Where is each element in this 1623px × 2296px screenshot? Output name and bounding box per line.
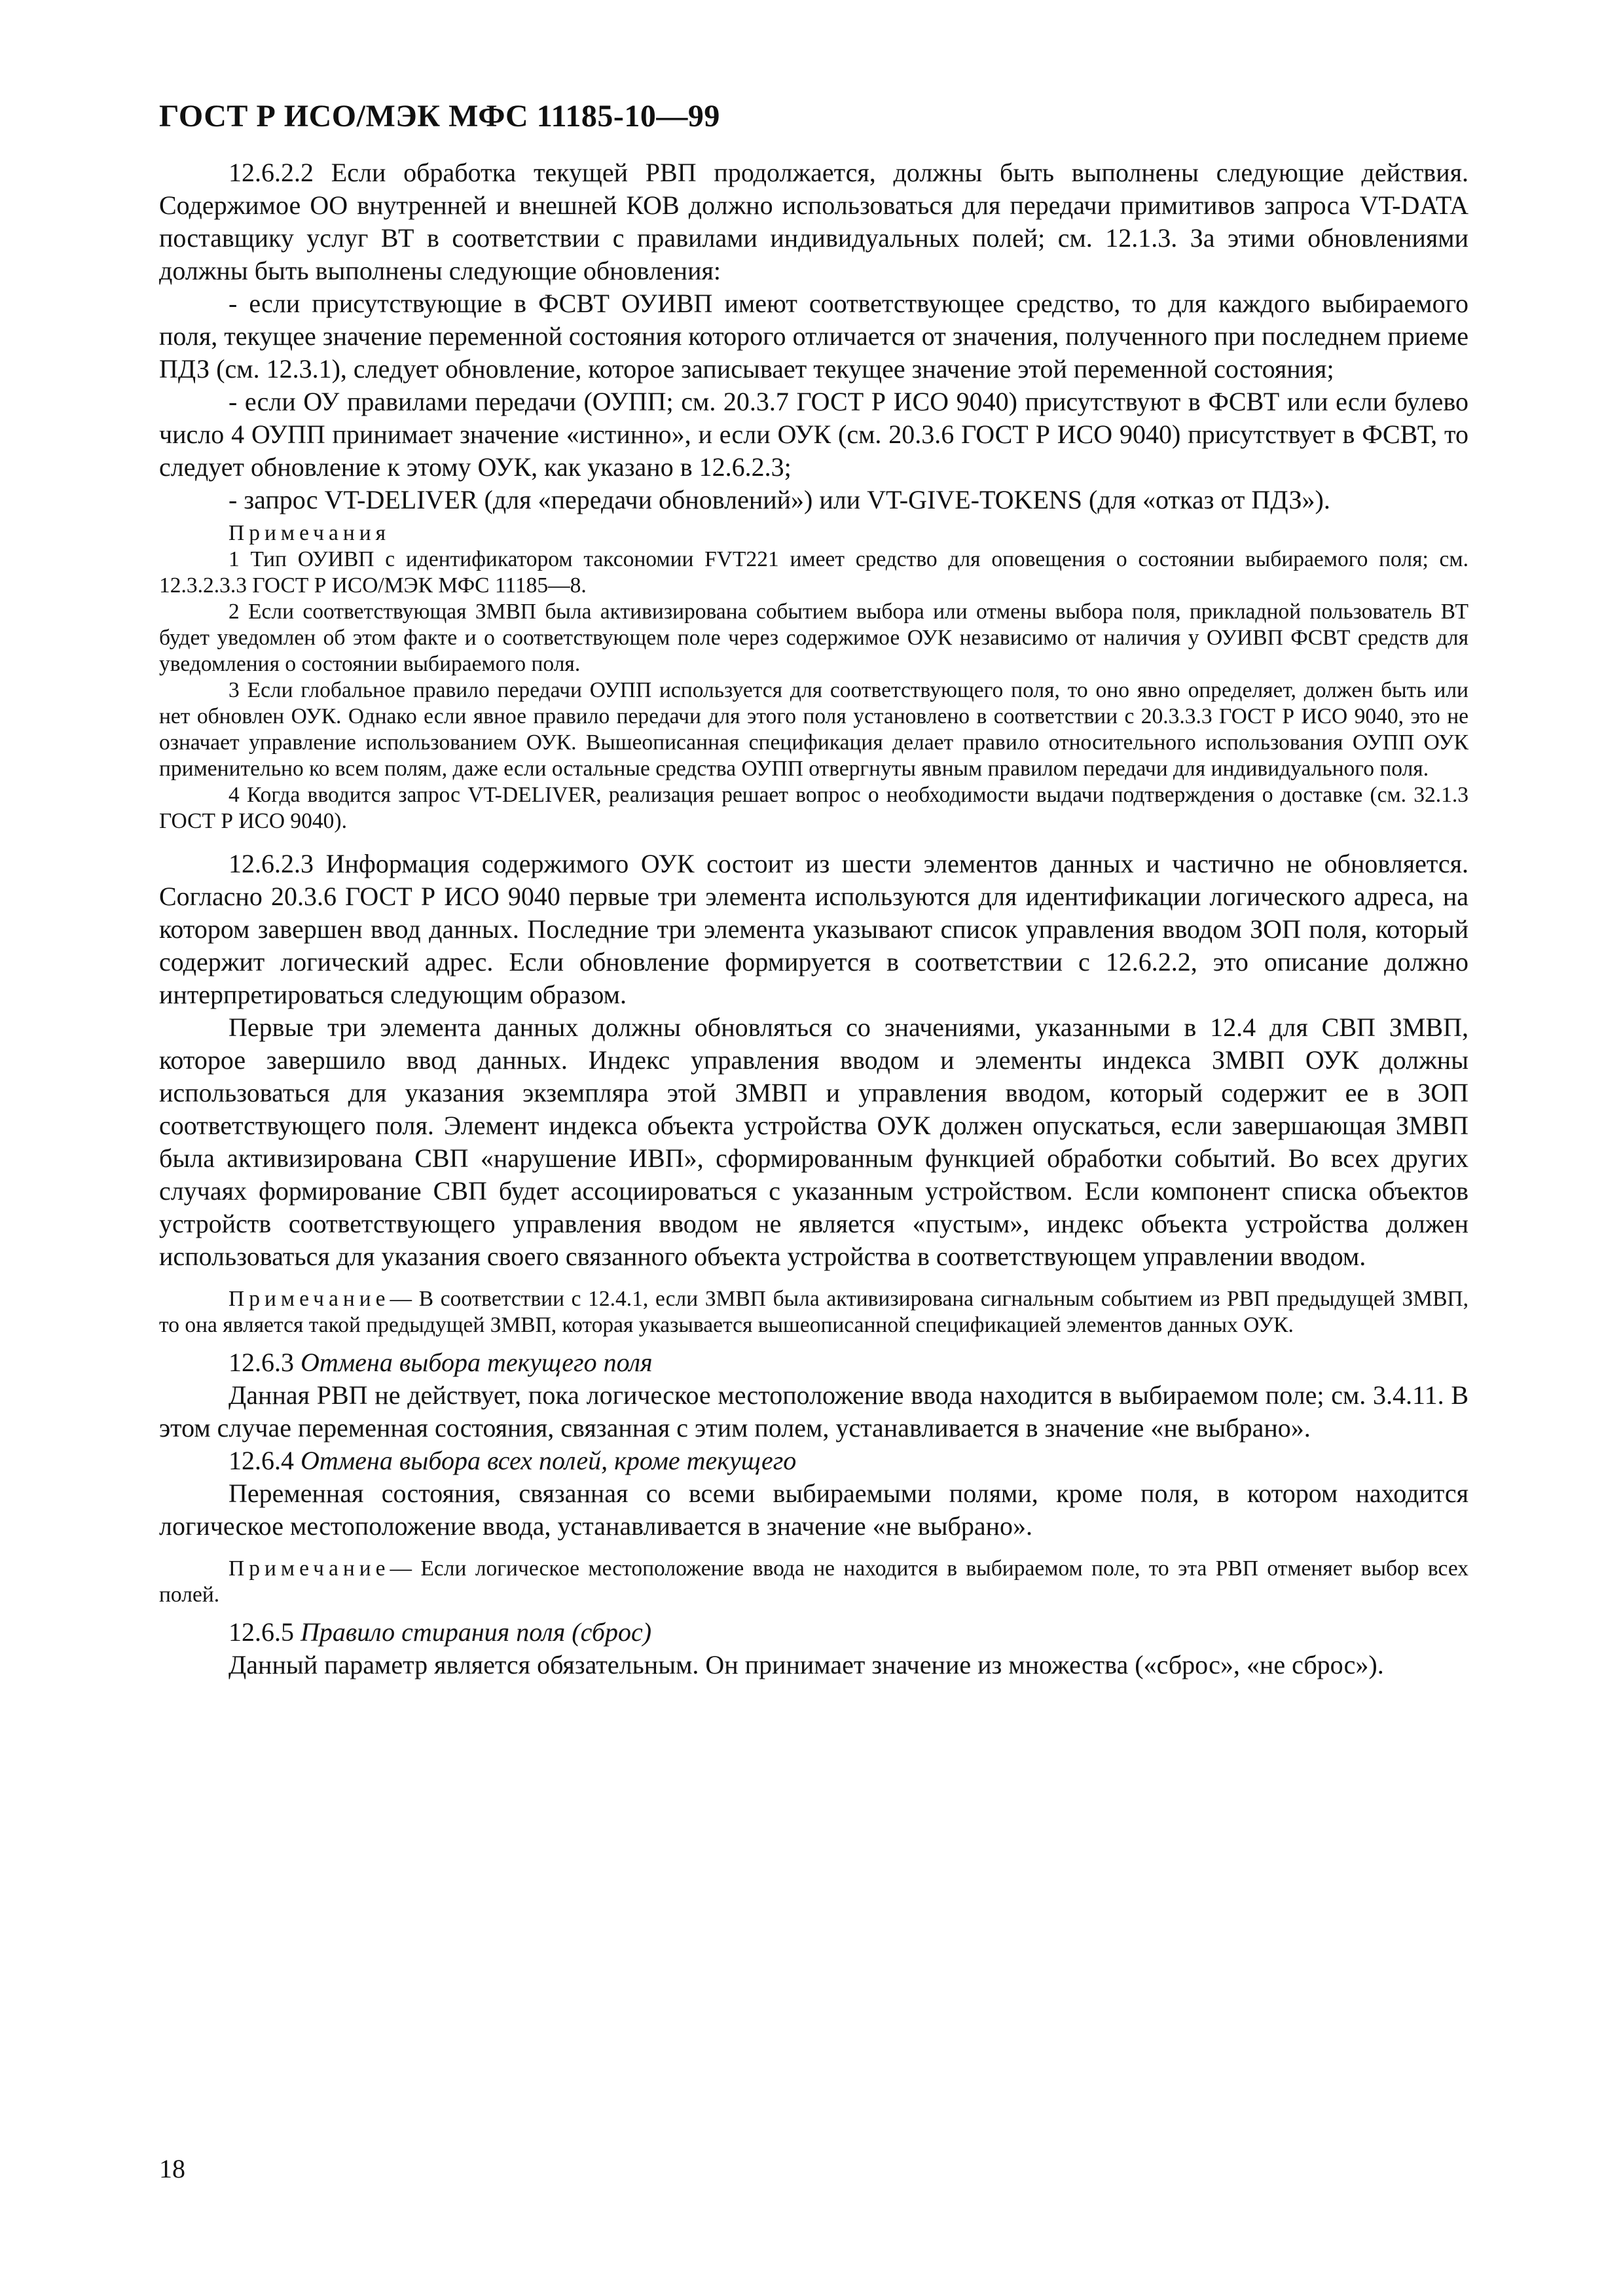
- note-label: Примечание: [228, 1556, 390, 1581]
- note-single-1: [159, 1286, 1468, 1338]
- list-item-1: - если присутствующие в ФСВТ ОУИВП имеют соответствующее средство, то для каждого выбираемого поля, текущее значение переменной состояния которого отличается от значения, полученного при последнем приеме ПДЗ (см. 12.3.1), следует обновление, которое записывает текущее значение этой переменной состояния;: [159, 289, 1468, 384]
- note-4: 4 Когда вводится запрос VT-DELIVER, реализация решает вопрос о необходимости выдачи подтверждения о доставке (см. 32.1.3 ГОСТ Р ИСО 9040).: [159, 783, 1468, 833]
- note-label: Примечание: [228, 1287, 390, 1311]
- section-title: Отмена выбора текущего поля: [301, 1348, 653, 1377]
- para-12-6-4: Переменная состояния, связанная со всеми выбираемыми полями, кроме поля, в котором находится логическое местоположение ввода, устанавливается в значение «не выбрано».: [159, 1479, 1468, 1541]
- note-2: 2 Если соответствующая ЗМВП была активизирована событием выбора или отмены выбора поля, прикладной пользователь ВТ будет уведомлен об этом факте и о соответствующем поле через содержимое ОУК независимо от наличия у ОУИВП ФСВТ средств для уведомления о состоянии выбираемого поля.: [159, 600, 1468, 676]
- document-page: [159, 98, 1468, 2258]
- section-number: 12.6.5: [228, 1617, 294, 1647]
- para-12-6-5: Данный параметр является обязательным. Он принимает значение из множества («сброс», «не сброс»).: [228, 1650, 1384, 1679]
- heading-12-6-3: [159, 1346, 1468, 1379]
- para-12-6-3: Данная РВП не действует, пока логическое местоположение ввода находится в выбираемом поле; см. 3.4.11. В этом случае переменная состояния, связанная с этим полем, устанавливается в значение «не выбрано».: [159, 1380, 1468, 1443]
- heading-12-6-4: [159, 1444, 1468, 1477]
- para-12-6-2-2: 12.6.2.2 Если обработка текущей РВП продолжается, должны быть выполнены следующие действия. Содержимое ОО внутренней и внешней КОВ должно использоваться для передачи примитивов запроса VT-DATA поставщику услуг ВТ в соответствии с правилами индивидуальных полей; см. 12.1.3. За этими обновлениями должны быть выполнены следующие обновления:: [159, 158, 1468, 285]
- section-number: 12.6.3: [228, 1348, 294, 1377]
- note-1: 1 Тип ОУИВП с идентификатором таксономии FVT221 имеет средство для оповещения о состоянии выбираемого поля; см. 12.3.2.3.3 ГОСТ Р ИСО/МЭК МФС 11185—8.: [159, 547, 1468, 598]
- section-title: Отмена выбора всех полей, кроме текущего: [301, 1446, 797, 1475]
- page-number: 18: [159, 2154, 185, 2183]
- note-text: — Если логическое местоположение ввода не находится в выбираемом поле, то эта РВП отменяет выбор всех полей.: [159, 1556, 1468, 1607]
- section-title: Правило стирания поля (сброс): [301, 1617, 652, 1647]
- notes-heading: Примечания: [228, 521, 391, 545]
- list-item-2: - если ОУ правилами передачи (ОУПП; см. 20.3.7 ГОСТ Р ИСО 9040) присутствуют в ФСВТ или если булево число 4 ОУПП принимает значение «истинно», и если ОУК (см. 20.3.6 ГОСТ Р ИСО 9040) присутствует в ФСВТ, то следует обновление к этому ОУК, как указано в 12.6.2.3;: [159, 387, 1468, 482]
- list-item-3: - запрос VT-DELIVER (для «передачи обновлений») или VT-GIVE-TOKENS (для «отказ от ПДЗ»).: [228, 485, 1330, 514]
- heading-12-6-5: [159, 1616, 1468, 1649]
- page-header: ГОСТ Р ИСО/МЭК МФС 11185-10—99: [159, 99, 720, 134]
- note-text: — В соответствии с 12.4.1, если ЗМВП была активизирована сигнальным событием из РВП предыдущей ЗМВП, то она является такой предыдущей ЗМВП, которая указывается вышеописанной спецификацией элементов данных ОУК.: [159, 1287, 1468, 1337]
- note-single-2: [159, 1556, 1468, 1608]
- section-number: 12.6.4: [228, 1446, 294, 1475]
- para-data-elements: Первые три элемента данных должны обновляться со значениями, указанными в 12.4 для СВП ЗМВП, которое завершило ввод данных. Индекс управления вводом и элементы индекса ЗМВП ОУК должны использоваться для указания экземпляра этой ЗМВП и управления вводом, который содержит ее в ЗОП соответствующего поля. Элемент индекса объекта устройства ОУК должен опускаться, если завершающая ЗМВП была активизирована СВП «нарушение ИВП», сформированным функцией обработки событий. Во всех других случаях формирование СВП будет ассоциироваться с указанным устройством. Если компонент списка объектов устройств соответствующего управления вводом не является «пустым», индекс объекта устройства должен использоваться для указания своего связанного объекта устройства в соответствующем управлении вводом.: [159, 1013, 1468, 1271]
- note-3: 3 Если глобальное правило передачи ОУПП используется для соответствующего поля, то оно явно определяет, должен быть или нет обновлен ОУК. Однако если явное правило передачи для этого поля установлено в соответствии с 20.3.3.3 ГОСТ Р ИСО 9040, это не означает управление использованием ОУК. Вышеописанная спецификация делает правило относительного использования ОУПП ОУК применительно ко всем полям, даже если остальные средства ОУПП отвергнуты явным правилом передачи для индивидуального поля.: [159, 678, 1468, 781]
- para-12-6-2-3: 12.6.2.3 Информация содержимого ОУК состоит из шести элементов данных и частично не обновляется. Согласно 20.3.6 ГОСТ Р ИСО 9040 первые три элемента используются для идентификации логического адреса, на котором завершен ввод данных. Последние три элемента указывают список управления вводом ЗОП поля, который содержит логический адрес. Если обновление формируется в соответствии с 12.6.2.2, это описание должно интерпретироваться следующим образом.: [159, 849, 1468, 1009]
